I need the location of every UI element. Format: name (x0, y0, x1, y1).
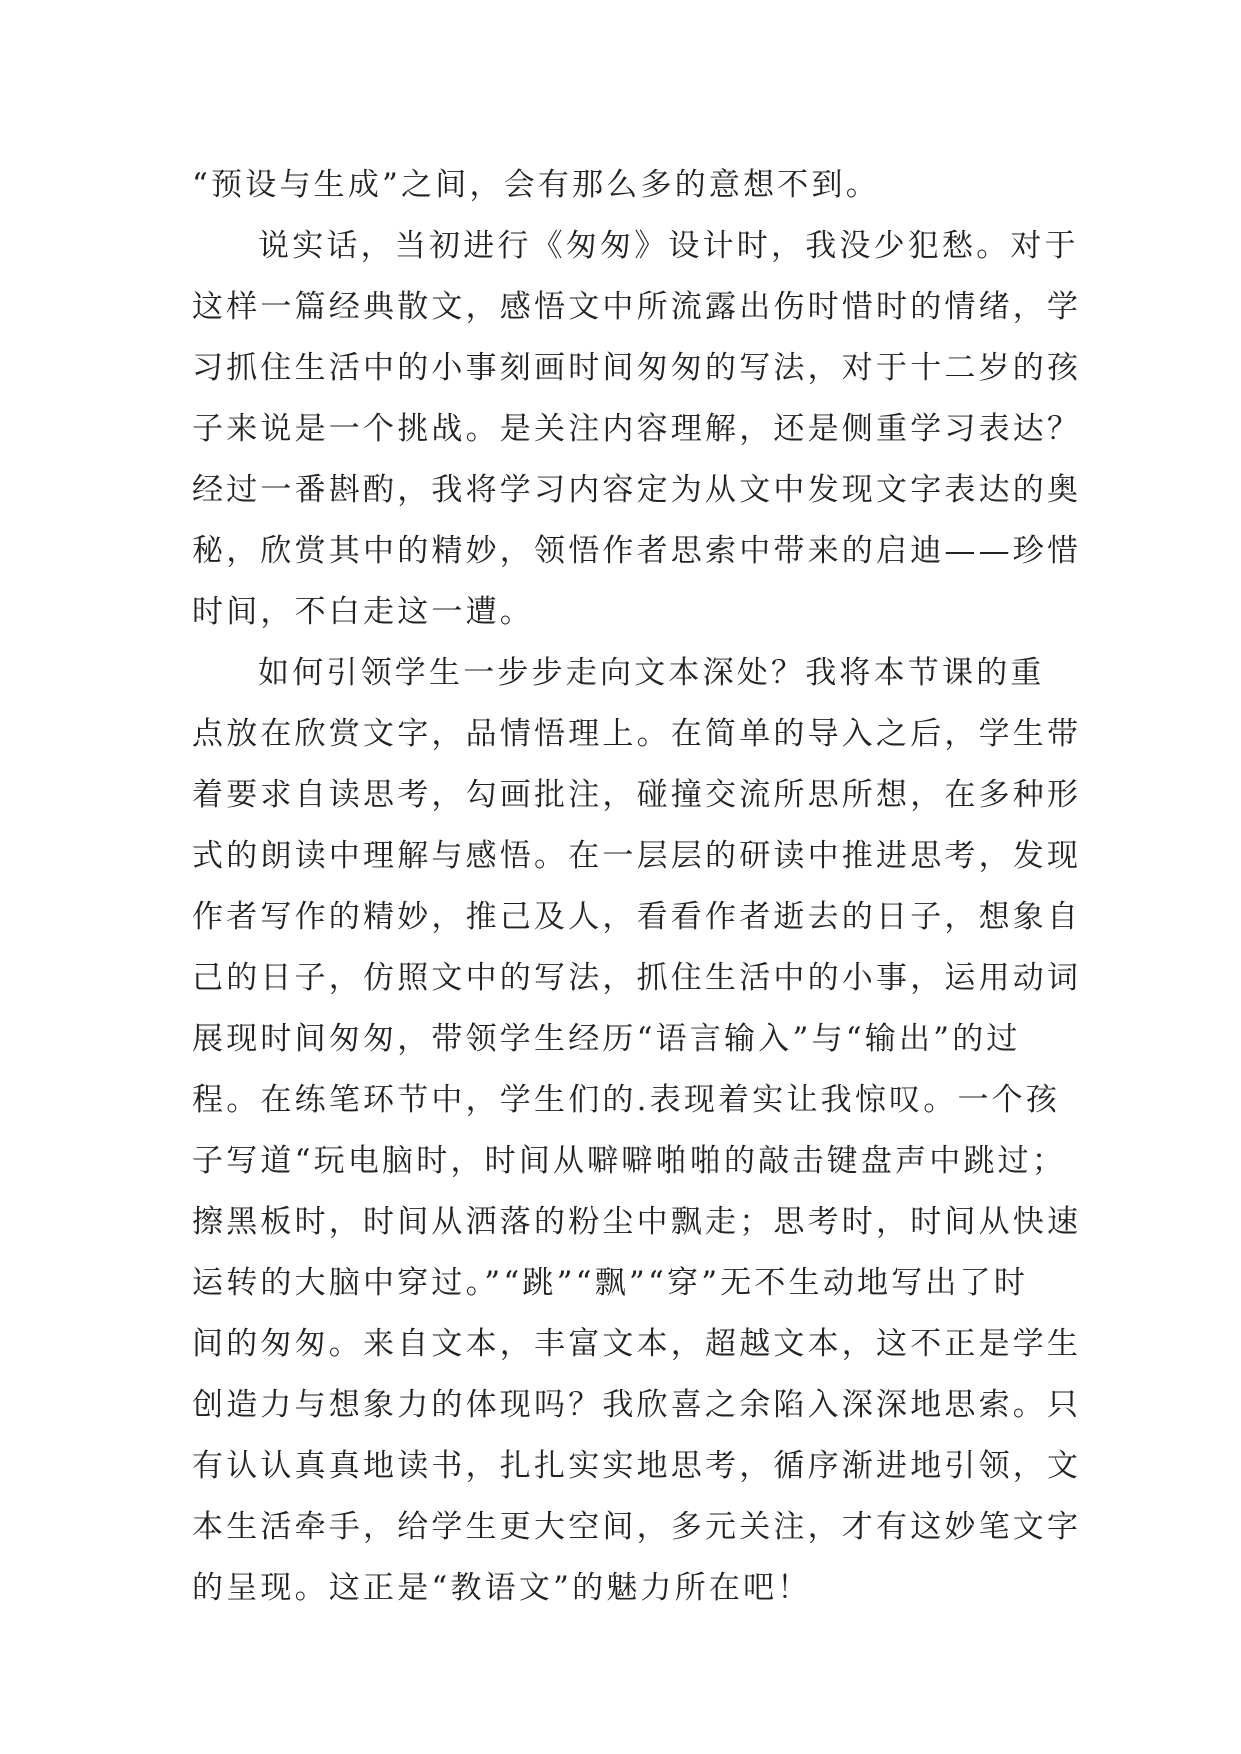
text-line: “预设与生成”之间，会有那么多的意想不到。 (192, 167, 880, 203)
text-line: 本生活牵手，给学生更大空间，多元关注，才有这妙笔文字 (192, 1509, 1082, 1545)
text-line: 式的朗读中理解与感悟。在一层层的研读中推进思考，发现 (192, 838, 1082, 874)
text-line: 着要求自读思考，勾画批注，碰撞交流所思所想，在多种形 (192, 777, 1082, 813)
text-line: 时间，不白走这一遭。 (192, 594, 534, 630)
text-line: 展现时间匆匆，带领学生经历“语言输入”与“输出”的过 (192, 1021, 1021, 1057)
text-line: 点放在欣赏文字，品情悟理上。在简单的导入之后，学生带 (192, 716, 1082, 752)
text-line: 秘，欣赏其中的精妙，领悟作者思索中带来的启迪——珍惜 (192, 533, 1082, 569)
text-line: 作者写作的精妙，推己及人，看看作者逝去的日子，想象自 (192, 899, 1082, 935)
text-line: 运转的大脑中穿过。”“跳”“飘”“穿”无不生动地写出了时 (192, 1265, 1029, 1301)
text-line: 这样一篇经典散文，感悟文中所流露出伤时惜时的情绪，学 (192, 289, 1082, 325)
text-line: 习抓住生活中的小事刻画时间匆匆的写法，对于十二岁的孩 (192, 350, 1082, 386)
text-line: 经过一番斟酌，我将学习内容定为从文中发现文字表达的奥 (192, 472, 1082, 508)
text-line: 的呈现。这正是“教语文”的魅力所在吧！ (192, 1570, 812, 1606)
text-line: 子来说是一个挑战。是关注内容理解，还是侧重学习表达？ (192, 411, 1082, 447)
text-line: 擦黑板时，时间从洒落的粉尘中飘走；思考时，时间从快速 (192, 1204, 1082, 1240)
text-line: 己的日子，仿照文中的写法，抓住生活中的小事，运用动词 (192, 960, 1082, 996)
text-line: 创造力与想象力的体现吗？我欣喜之余陷入深深地思索。只 (192, 1387, 1082, 1423)
paragraph-3 (192, 643, 1082, 1619)
text-line: 程。在练笔环节中，学生们的.表现着实让我惊叹。一个孩 (192, 1082, 1061, 1118)
text-line: 子写道“玩电脑时，时间从噼噼啪啪的敲击键盘声中跳过； (192, 1143, 1067, 1179)
body-text (192, 155, 1082, 1619)
text-line: 有认认真真地读书，扎扎实实地思考，循序渐进地引领，文 (192, 1448, 1082, 1484)
text-line: 说实话，当初进行《匆匆》设计时，我没少犯愁。对于 (258, 228, 1079, 264)
text-line: 如何引领学生一步步走向文本深处？我将本节课的重 (258, 655, 1045, 691)
text-line: 间的匆匆。来自文本，丰富文本，超越文本，这不正是学生 (192, 1326, 1082, 1362)
paragraph-1 (192, 155, 1072, 216)
paragraph-2 (192, 216, 1082, 643)
